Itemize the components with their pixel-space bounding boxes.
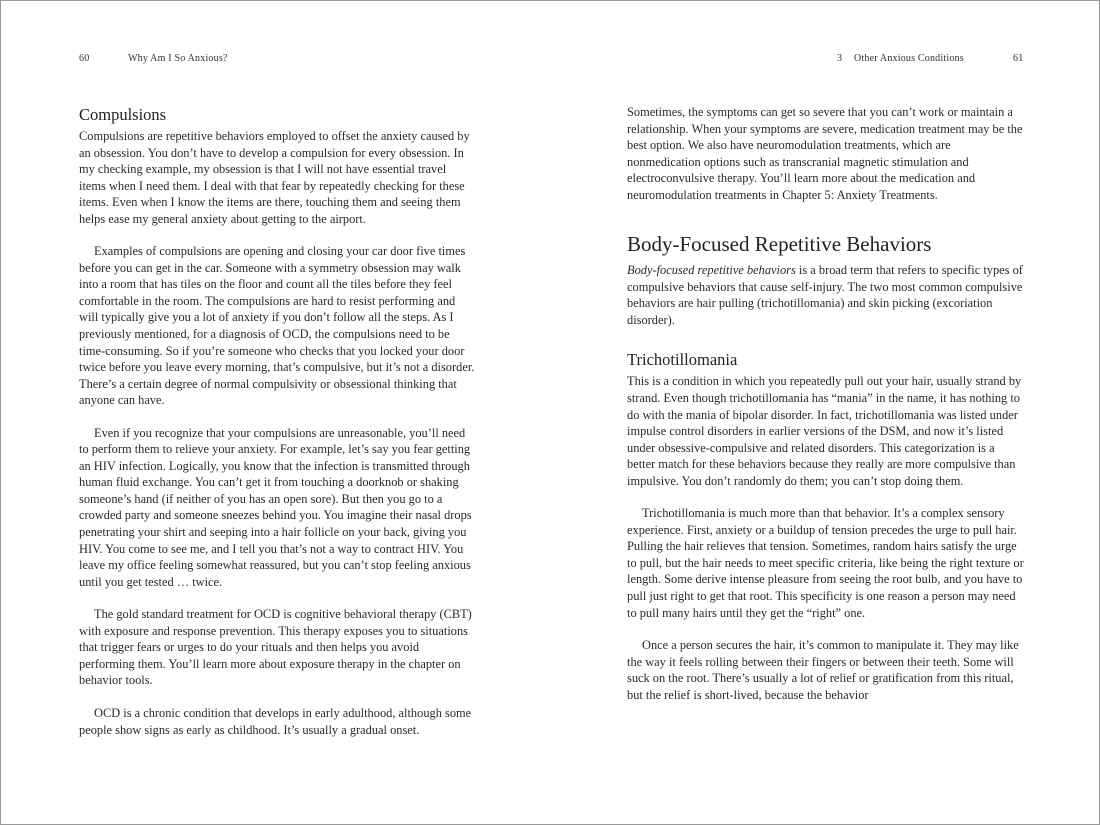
paragraph: Once a person secures the hair, it’s common to manipulate it. They may like the way it feels rolling between their fingers or between their teeth. Some will suck on the root. There’s usually a lot of relief or gratification from this ritual, but the relief is short-lived, because the behavior [627, 638, 1019, 702]
chapter-section-heading: Body-Focused Repetitive Behaviors [627, 232, 932, 257]
page-number: 61 [1013, 53, 1024, 64]
paragraph: This is a condition in which you repeatedly pull out your hair, usually strand by strand. Even though trichotillomania has “mania” in the name, it has nothing to do with the mania of bipolar disorder. In fact, trichotillomania was listed under impulse control disorders in earlier versions of the DSM, and now it’s listed under obsessive-compulsive and related disorders. This categorization is a better match for these behaviors because they really are more compulsive than impulsive. You don’t randomly do them; you can’t stop doing them. [627, 374, 1022, 488]
defined-term: Body-focused repetitive behaviors [627, 263, 796, 278]
paragraph: OCD is a chronic condition that develops in early adulthood, although some people show signs as early as childhood. It’s usually a gradual onset. [79, 705, 472, 737]
text-column [627, 104, 1025, 703]
page-number: 60 [79, 53, 90, 64]
paragraph [627, 262, 1025, 328]
paragraph: Even if you recognize that your compulsions are unreasonable, you’ll need to perform them to relieve your anxiety. For example, let’s say you fear getting an HIV infection. Logically, you know that the infection is transmitted through human fluid exchange. You can’t get it from touching a doorknob or shaking someone’s hand (if neither of you has an open sore). But then you go to a crowded party and someone sneezes behind you. You imagine their nasal drops penetrating your shirt and seeping into a hair follicle on your back, giving you HIV. You come to see me, and I tell you that’s not a way to contract HIV. You leave my office feeling somewhat reassured, but you can’t stop feeling anxious until you get tested … twice. [79, 425, 472, 589]
paragraph: Sometimes, the symptoms can get so severe that you can’t work or maintain a relationship. When your symptoms are severe, medication treatment may be the best option. We also have neuromodulation treatments, which are nonmedication options such as transcranial magnetic stimulation and electroconvulsive therapy. You’ll learn more about the medication and neuromodulation treatments in Chapter 5: Anxiety Treatments. [627, 105, 1023, 202]
definition-text: is a broad term that refers to specific types of compulsive behaviors that cause self-injury. The two most common compulsive behaviors are hair pulling (trichotillomania) and skin picking (excoriation disorder). [627, 263, 1023, 327]
section-heading: Compulsions [79, 105, 167, 124]
right-page [550, 1, 1100, 824]
running-head: Other Anxious Conditions [854, 53, 964, 64]
paragraph: Trichotillomania is much more than that behavior. It’s a complex sensory experience. First, anxiety or a buildup of tension precedes the urge to pull hair. Pulling the hair relieves that tension. Sometimes, random hairs satisfy the urge to pull, but the hair needs to meet specific criteria, like being the right texture or length. Some derive intense pleasure from seeing the root bulb, and you have to pull just right to get that root. This specificity is one reason a person may need to pull many hairs until they get the “right” one. [627, 506, 1024, 620]
left-page [1, 1, 551, 824]
text-column [79, 105, 475, 738]
paragraph: The gold standard treatment for OCD is cognitive behavioral therapy (CBT) with exposure and response prevention. This therapy exposes you to situations that trigger fears or urges to do your rituals and then helps you avoid performing them. You’ll learn more about exposure therapy in the chapter on behavior tools. [79, 607, 472, 688]
running-head: Why Am I So Anxious? [128, 53, 228, 64]
paragraph: Examples of compulsions are opening and closing your car door five times before you can get in the car. Someone with a symmetry obsession may walk into a room that has tiles on the floor and count all the tiles before they feel comfortable in the room. The compulsions are hard to resist performing and will typically give you a lot of anxiety if you don’t follow all the steps. As I previously mentioned, for a diagnosis of OCD, the compulsions need to be time-consuming. So if you’re someone who checks that you locked your door twice before you leave every morning, that’s compulsive, but it’s not a disorder. There’s a certain degree of normal compulsivity or obsessional thinking that anyone can have. [79, 244, 475, 408]
paragraph: Compulsions are repetitive behaviors employed to offset the anxiety caused by an obsession. You don’t have to develop a compulsion for every obsession. In my checking example, my obsession is that I will not have essential travel items when I need them. I deal with that fear by repeatedly checking for these items. Even when I know the items are there, touching them and seeing them helps ease my general anxiety about getting to the airport. [79, 129, 470, 226]
subsection-heading: Trichotillomania [627, 350, 738, 370]
chapter-number: 3 [837, 53, 843, 64]
